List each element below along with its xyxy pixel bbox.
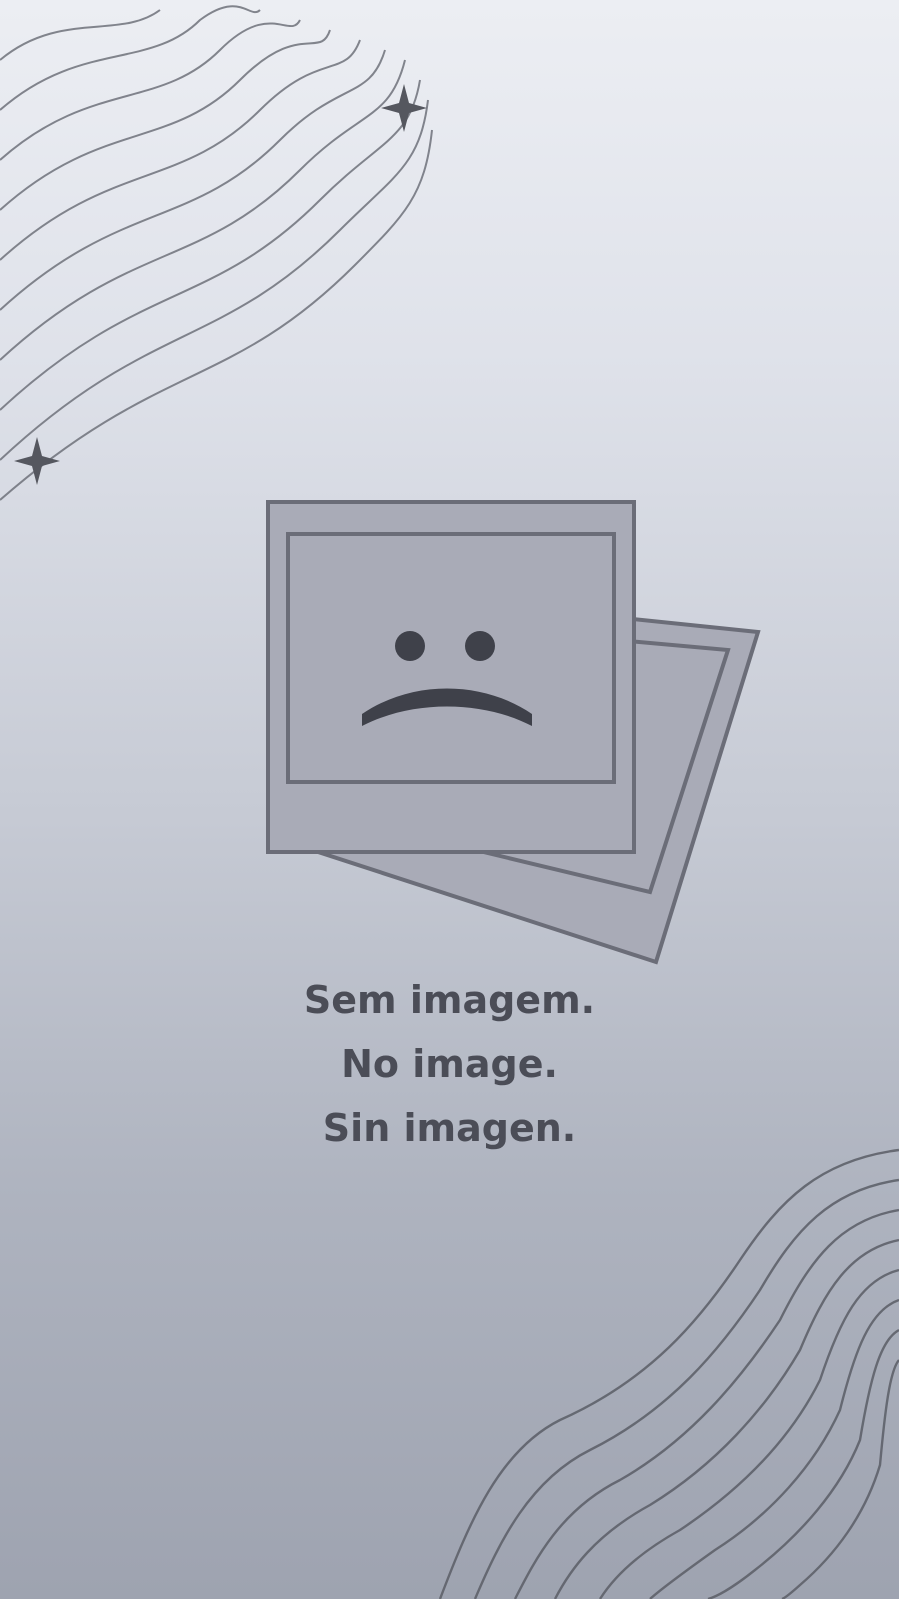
no-image-message [0,968,899,1160]
broken-photo-icon [262,500,782,980]
sparkle-icon [381,84,427,132]
message-line-portuguese: Sem imagem. [303,978,596,1022]
sparkle-icon [14,437,60,485]
sparkles [14,84,427,485]
bottom-right-waves [440,1150,899,1599]
message-line-spanish: Sin imagen. [322,1106,577,1150]
message-line-english: No image. [341,1042,558,1086]
top-left-waves [0,6,432,500]
